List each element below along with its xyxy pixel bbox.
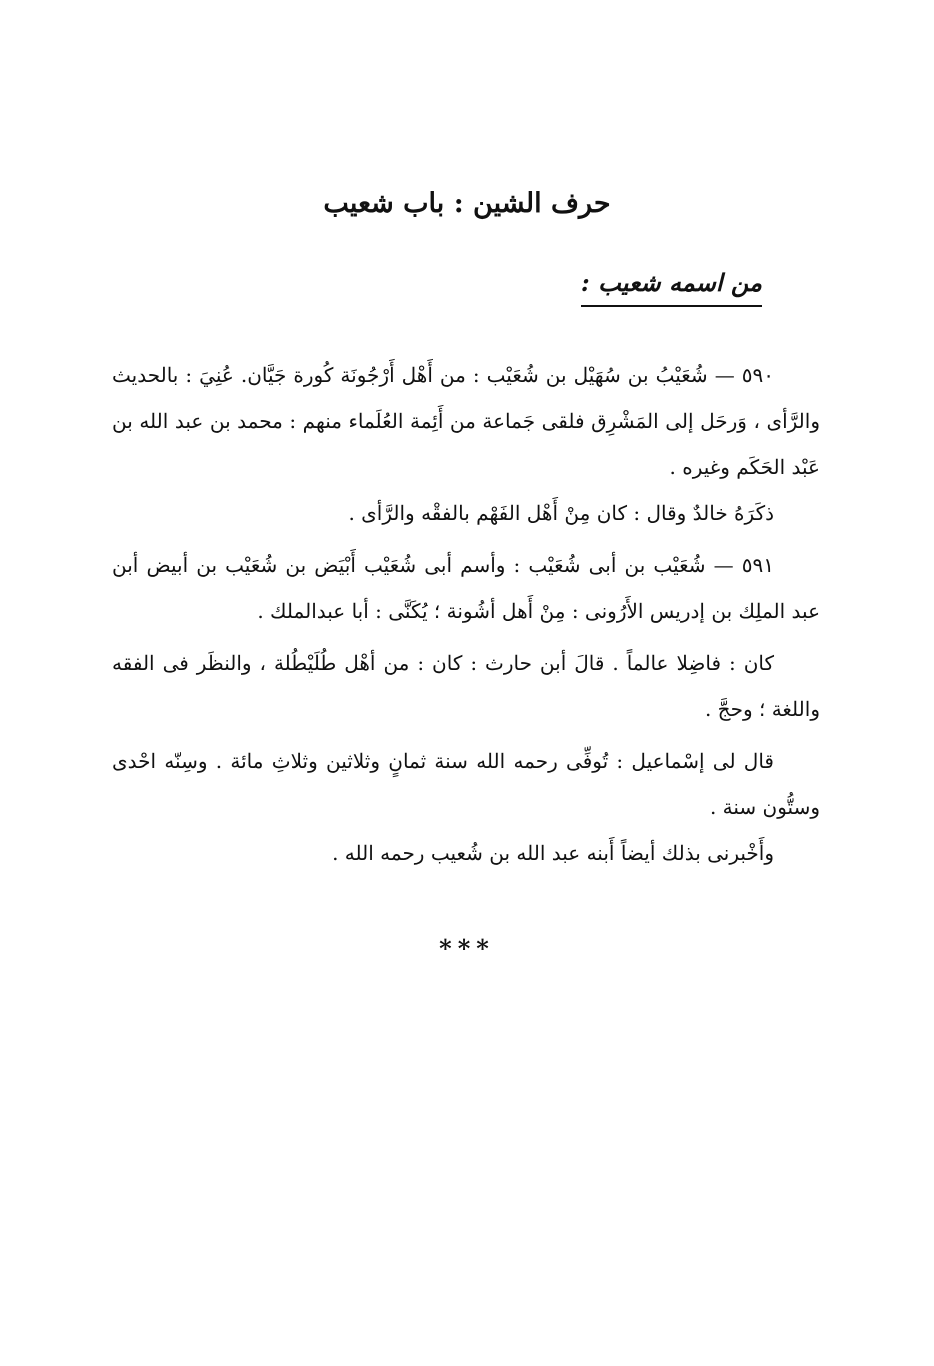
- entries-text: [112, 352, 820, 876]
- entry-591-description-paragraph: كان : فاضِلا عالماً . قالَ أبن حارث : كان : من أهْل طُلَيْطُلة ، والنظَر فى الفقه واللغة ؛ وحجَّ .: [112, 651, 820, 721]
- section-end-mark: ***: [439, 934, 495, 963]
- section-heading: من اسمه شعيب :: [581, 268, 762, 307]
- chapter-title: حرف الشين : باب شعيب: [323, 188, 611, 219]
- entry-591-paragraph: ٥٩١ — شُعَيْب بن أبى شُعَيْب : وأسم أبى شُعَيْب أَبْيَض بن شُعَيْب بن أبيض أبن عبد الملِك بن إدريس الأَرُونى : مِنْ أَهل أشُونة ؛ يُكَنَّى : أبا عبدالملك .: [112, 553, 820, 623]
- entry-591-source-paragraph: وأَخْبرنى بذلك أيضاً أَبنه عبد الله بن شُعيب رحمه الله .: [332, 841, 774, 865]
- entry-590-source-paragraph: ذكَرَهُ خالدٌ وقال : كان مِنْ أَهْل الفَهْم بالفقْه والرَّأى .: [348, 501, 774, 525]
- entry-590-paragraph: ٥٩٠ — شُعَيْبُ بن سُهَيْل بن شُعَيْب : من أَهْل أَرْجُونَة كُورة جَيَّان. عُنِيَ : بالحديث والرَّأى ، وَرحَل إلى المَشْرِق فلقى جَماعة من أَئِمة العُلَماء منهم : محمد بن عبد الله بن عَبْد الحَكَم وغيره .: [112, 363, 820, 479]
- entry-591-death-paragraph: قال لى إسْماعيل : تُوفِّى رحمه الله سنة ثمانٍ وثلاثين وثلاثِ مائة . وسِنّه احْدى وستُّون سنة .: [112, 749, 820, 819]
